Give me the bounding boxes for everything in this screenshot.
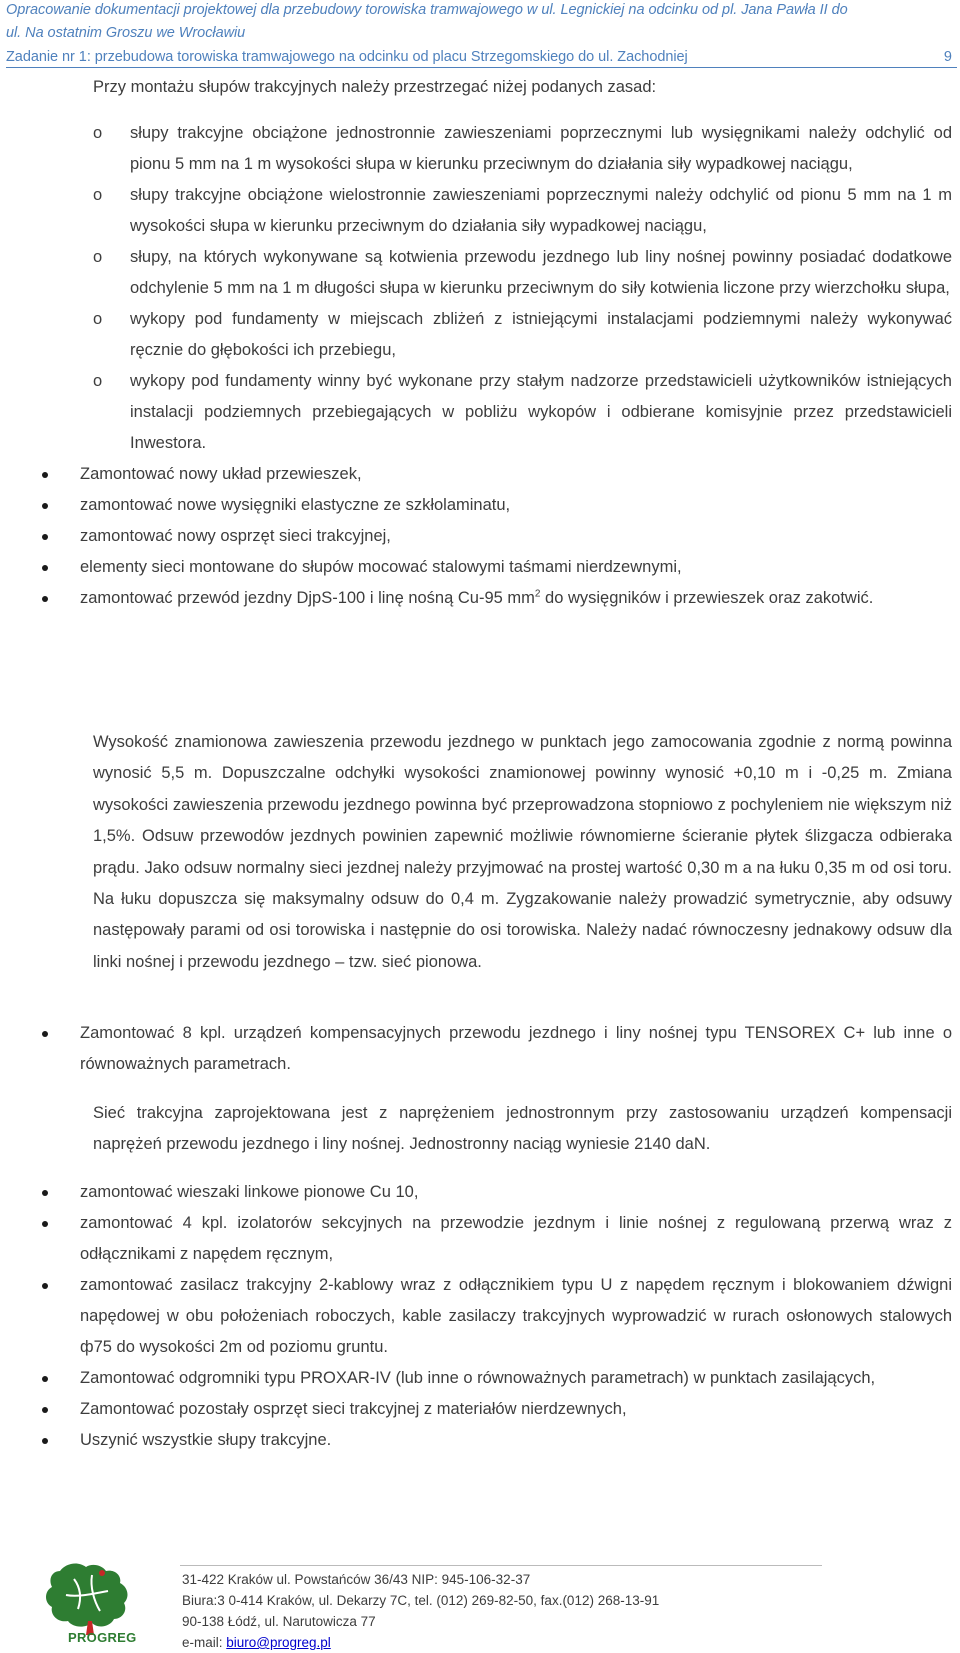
logo-text: PROGREG <box>68 1630 137 1645</box>
list-item <box>0 552 952 583</box>
page-number: 9 <box>943 49 952 65</box>
list-item <box>0 1394 952 1425</box>
list-item-text: Uszynić wszystkie słupy trakcyjne. <box>80 1431 332 1449</box>
list-item-text: wykopy pod fundamenty winny być wykonane przy stałym nadzorze przedstawicieli użytkowników istniejących instalacji podziemnych przebiegających w pobliżu wykopów i odbierane komisyjnie przez przedstawicieli Inwestora. <box>130 372 952 452</box>
list-item <box>0 1177 952 1208</box>
bullet-o-marker: o <box>93 186 103 204</box>
list-item <box>0 1363 952 1394</box>
list-item-text: zamontować przewód jezdny DjpS-100 i linę nośną Cu-95 mm <box>80 589 535 607</box>
paragraph-tensioning: Sieć trakcyjna zaprojektowana jest z naprężeniem jednostronnym przy zastosowaniu urządzeń kompensacji naprężeń przewodu jezdnego i liny nośnej. Jednostronny naciąg wyniesie 2140 daN. <box>93 1104 952 1154</box>
list-item-text: Zamontować odgromniki typu PROXAR-IV (lub inne o równoważnych parametrach) w punktach zasilających, <box>80 1369 876 1387</box>
list-item-text: Zamontować 8 kpl. urządzeń kompensacyjnych przewodu jezdnego i liny nośnej typu TENSOREX C+ lub inne o równoważnych parametrach. <box>80 1024 952 1073</box>
list-item <box>0 521 952 552</box>
superscript: 2 <box>534 588 541 600</box>
list-item-text: zamontować nowe wysięgniki elastyczne ze szkłolaminatu, <box>80 496 511 514</box>
intro-text: Przy montażu słupów trakcyjnych należy przestrzegać niżej podanych zasad: <box>93 78 657 96</box>
paragraph-suspension-height: Wysokość znamionowa zawieszenia przewodu jezdnego w punktach jego zamocowania zgodnie z normą powinna wynosić 5,5 m. Dopuszczalne odchyłki wysokości znamionowej powinny wynosić +0,10 m i -0,25 m. Zmiana wysokości zawieszenia przewodu jezdnego powinna być przeprowadzona stopniowo z pochyleniem nie większym niż 1,5%. Odsuw przewodów jezdnych powinien zapewnić możliwie równomierne ścieranie płytek ślizgacza odbieraka prądu. Jako odsuw normalny sieci jezdnej należy przyjmować na prostej wartość 0,30 m a na łuku 0,35 m od osi toru. Na łuku dopuszcza się maksymalny odsuw do 0,4 m. Zygzakowanie należy prowadzić symetrycznie, aby odsuwy następowały parami od osi torowiska i następnie do osi torowiska. Należy nadać równoczesny jednakowy odsuw dla linki nośnej i przewodu jezdnego – tzw. sieć pionowa. <box>93 733 952 971</box>
bullet-o-marker: o <box>93 310 103 328</box>
list-item <box>0 366 952 459</box>
list-item <box>0 1270 952 1363</box>
footer-address-line: 31-422 Kraków ul. Powstańców 36/43 NIP: 945-106-32-37 <box>182 1572 531 1587</box>
bullet-dot-icon <box>42 1190 48 1196</box>
header-project-title: Opracowanie dokumentacji projektowej dla przebudowy torowiska tramwajowego w ul. Legnickiej na odcinku od pl. Jana Pawła II do <box>6 2 848 18</box>
bullet-o-marker: o <box>93 248 103 266</box>
sub-bullet-list <box>0 118 960 614</box>
email-label: e-mail: <box>182 1635 227 1650</box>
footer-lodz-line: 90-138 Łódź, ul. Narutowicza 77 <box>182 1614 376 1629</box>
list-item-text: zamontować wieszaki linkowe pionowe Cu 10, <box>80 1183 419 1201</box>
bullet-dot-icon <box>42 596 48 602</box>
list-item <box>0 1425 952 1456</box>
list-item-text: słupy trakcyjne obciążone jednostronnie zawieszeniami poprzecznymi lub wysięgnikami należy odchylić od pionu 5 mm na 1 m wysokości słupa w kierunku przeciwnym do działania siły wypadkowej naciągu, <box>130 124 952 173</box>
list-item-text: do wysięgników i przewieszek oraz zakotwić. <box>540 589 874 607</box>
list-item-text: zamontować zasilacz trakcyjny 2-kablowy wraz z odłącznikiem typu U z napędem ręcznym i blokowaniem dźwigni napędowej w obu położeniach roboczych, kable zasilaczy trakcyjnych wyprowadzić w rurach osłonowych stalowych ф75 do wysokości 2m od poziomu gruntu. <box>80 1276 952 1356</box>
list-item <box>0 583 952 614</box>
bullet-dot-icon <box>42 1407 48 1413</box>
list-item <box>0 1208 952 1270</box>
bullet-dot-icon <box>42 1283 48 1289</box>
list-item <box>0 242 952 304</box>
bullet-dot-icon <box>42 472 48 478</box>
list-item-text: elementy sieci montowane do słupów mocować stalowymi taśmami nierdzewnymi, <box>80 558 682 576</box>
list-item-text: zamontować nowy osprzęt sieci trakcyjnej, <box>80 527 391 545</box>
bullet-dot-icon <box>42 1376 48 1382</box>
list-item <box>0 304 952 366</box>
list-item-text: Zamontować pozostały osprzęt sieci trakcyjnej z materiałów nierdzewnych, <box>80 1400 627 1418</box>
header-divider <box>6 67 957 68</box>
header-task-title: Zadanie nr 1: przebudowa torowiska tramwajowego na odcinku od placu Strzegomskiego do ul. Zachodniej <box>6 49 688 65</box>
header-project-subtitle: ul. Na ostatnim Groszu we Wrocławiu <box>6 25 246 41</box>
list-item <box>0 490 952 521</box>
list-item <box>0 1018 952 1080</box>
bullet-o-marker: o <box>93 372 103 390</box>
list-item-text: słupy trakcyjne obciążone wielostronnie zawieszeniami poprzecznymi należy odchylić od pionu 5 mm na 1 m wysokości słupa w kierunku przeciwnym do działania siły wypadkowej naciągu, <box>130 186 952 235</box>
list-item-text: wykopy pod fundamenty w miejscach zbliżeń z istniejącymi instalacjami podziemnymi należy wykonywać ręcznie do głębokości ich przebiegu, <box>130 310 952 359</box>
bullet-dot-icon <box>42 1221 48 1227</box>
bullet-dot-icon <box>42 1031 48 1037</box>
list-item <box>0 118 952 180</box>
bullet-list-final <box>0 1177 960 1456</box>
page-footer <box>0 1555 960 1650</box>
footer-contact <box>182 1569 659 1653</box>
list-item-text: słupy, na których wykonywane są kotwienia przewodu jezdnego lub liny nośnej powinny posiadać dodatkowe odchylenie 5 mm na 1 m długości słupa w kierunku przeciwnym do siły kotwienia liczone przy wierzchołku słupa, <box>130 248 952 297</box>
bullet-o-marker: o <box>93 124 103 142</box>
bullet-dot-icon <box>42 503 48 509</box>
bullet-dot-icon <box>42 1438 48 1444</box>
email-link[interactable]: biuro@progreg.pl <box>226 1635 331 1650</box>
footer-divider <box>180 1565 822 1566</box>
bullet-dot-icon <box>42 565 48 571</box>
list-item <box>0 459 952 490</box>
list-item <box>0 180 952 242</box>
footer-office-line: Biura:3 0-414 Kraków, ul. Dekarzy 7C, tel. (012) 269-82-50, fax.(012) 268-13-91 <box>182 1593 660 1608</box>
list-item-text: zamontować 4 kpl. izolatorów sekcyjnych na przewodzie jezdnym i linie nośnej z regulowaną przerwą wraz z odłącznikami z napędem ręcznym, <box>80 1214 952 1263</box>
list-item-text: Zamontować nowy układ przewieszek, <box>80 465 362 483</box>
bullet-dot-icon <box>42 534 48 540</box>
